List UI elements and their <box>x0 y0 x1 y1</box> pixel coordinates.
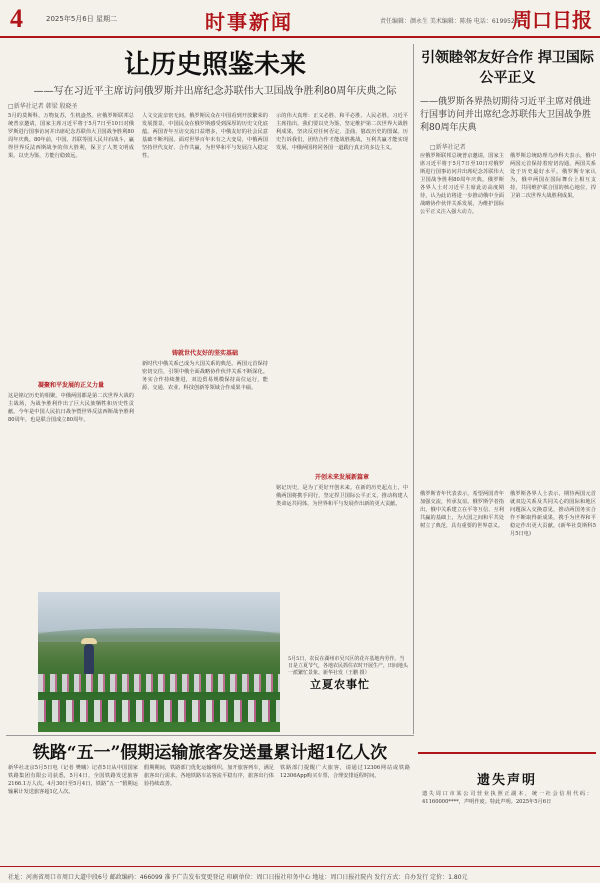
section-subhead: 开创未来发展新篇章 <box>314 474 369 481</box>
section-subhead: 铸就世代友好的坚实基础 <box>171 350 238 357</box>
railway-article-column-3: 铁路部门提醒广大旅客，请通过12306网站或铁路12306App购买车票，合理安排返程时间。 <box>280 765 410 779</box>
main-article-title: 让历史照鉴未来 <box>123 50 306 80</box>
divider <box>6 735 414 736</box>
main-article-column-2: 人文交流亲密无间。俄罗斯民众在中国看到开放繁荣的发展图景，中国民众在俄罗斯感受到深厚的历史文化底蕴。两国青年互访交流日益增多，中俄友好的社会民意基础不断巩固。面对世界百年未有之大变局，中俄两国坚持世代友好、合作共赢，为世界和平与发展注入稳定性。 <box>142 113 268 159</box>
page-number: 4 <box>10 4 23 33</box>
side-article-column-4: 俄罗斯各界人士表示，期待两国元首就双边关系及共同关心的国际和地区问题深入交换意见，推动两国务实合作不断取得新成果，携手为世界和平稳定作出更大贡献。(新华社莫斯科5月5日电) <box>510 491 596 537</box>
section-subhead: 凝聚和平发展的正义力量 <box>37 382 104 389</box>
issue-date: 2025年5月6日 星期二 <box>46 15 117 23</box>
lost-notice-text: 遗失周口市某公司营业执照正副本，统一社会信用代码：41160000****，声明作废。特此声明。2025年5月6日 <box>422 791 592 805</box>
side-article-byline: □新华社记者 <box>430 144 466 151</box>
editor-credits: 责任编辑：颜永生 美术编辑：陈扬 电话：6199523 <box>380 18 519 25</box>
railway-article-title: 铁路“五一”假期运输旅客发送量累计超1亿人次 <box>32 743 388 763</box>
side-article-column-2: 俄罗斯总统助理乌沙科夫表示，俄中两国元首保持着密切沟通，两国关系处于历史最好水平。俄罗斯专家认为，俄中两国在国际舞台上相互支持，共同维护联合国的核心地位，捍卫第二次世界大战胜利成果。 <box>510 153 596 199</box>
main-article-column-1-lower: 这是铭记历史的相聚。中俄两国都是第二次世界大战的主战场，为战争胜利作出了巨大民族牺牲和历史性贡献。今年是中国人民抗日战争暨世界反法西斯战争胜利80周年，也是联合国成立80周年。 <box>8 393 134 423</box>
photo-caption: 5月5日，农民在湖州市吴兴区的花卉基地内劳作。当日是立夏节气，各地农民抓住农时开展生产，田间地头一派繁忙景象。新华社发（王鹏 摄） <box>288 656 409 676</box>
farm-photo <box>38 592 280 732</box>
photo-flower-row <box>38 674 280 692</box>
page-footer: 社址：河南省周口市周口大道中段6号 邮政编码：466099 准予广告发布变更登记 印刷单位：周口日报社印务中心 地址：周口日报社院内 发行方式：自办发行 定价：1.80元 <box>0 866 600 883</box>
main-article-column-2-lower: 新时代中俄关系已成为大国关系的典范。两国元首保持密切交往，引领中俄全面战略协作伙伴关系不断深化。务实合作持续推进，双边贸易规模保持高位运行，能源、交通、农业、科技创新等领域合作成果丰硕。 <box>142 361 268 391</box>
side-article-column-1: 应俄罗斯联邦总统普京邀请，国家主席习近平将于5月7日至10日对俄罗斯进行国事访问并出席纪念苏联伟大卫国战争胜利80周年庆典。俄罗斯各界人士对习近平主席此访高度期待，认为此访将进一步推动俄中全面战略协作伙伴关系发展，为维护国际公平正义注入强大动力。 <box>420 153 504 215</box>
lost-notice-title: 遗失声明 <box>476 773 537 788</box>
main-article-column-1: 5月的莫斯科，万物复苏，生机盎然。应俄罗斯联邦总统普京邀请，国家主席习近平将于5月7日至10日对俄罗斯进行国事访问并出席纪念苏联伟大卫国战争胜利80周年庆典。80年前，中国、苏联等国人民并肩战斗，赢得世界反法西斯战争的伟大胜利，保卫了人类文明成果。以史为鉴，方能行稳致远。 <box>8 113 134 159</box>
photo-title: 立夏农事忙 <box>310 678 370 691</box>
railway-article-column-2: 假期期间，铁路部门优化运输组织，加开旅客列车，满足旅客出行需求。各地铁路车站客流平稳有序，旅客出行体验持续改善。 <box>144 765 274 787</box>
photo-worker <box>84 644 94 674</box>
main-article-column-3: 示的伟大真理：正义必胜、和平必胜、人民必胜。习近平主席指出，我们要以史为鉴，坚定维护第二次世界大战胜利成果，坚决反对任何否定、歪曲、篡改历史的图谋。历史告诉我们，团结合作才能战胜挑战，互利共赢才能实现发展，中俄两国将同各国一道践行真正的多边主义。 <box>276 113 408 151</box>
masthead <box>0 0 600 38</box>
photo-hills <box>38 628 280 642</box>
side-article-title: 引领睦邻友好合作 捍卫国际公平正义 <box>421 50 594 86</box>
main-article-byline: □新华社记者 韩梁 殷晓圣 <box>8 103 78 110</box>
side-article-column-3: 俄罗斯青年代表表示，希望两国青年加强交流，传承友谊。俄罗斯学者指出，俄中关系建立在平等互信、互利共赢的基础上，为大国之间和平共处树立了典范，具有重要的世界意义。 <box>420 491 504 529</box>
photo-flower-row <box>38 700 280 722</box>
main-article-subtitle: ——写在习近平主席访问俄罗斯并出席纪念苏联伟大卫国战争胜利80周年庆典之际 <box>33 86 397 97</box>
newspaper-logo: 周口日报 <box>512 8 592 32</box>
railway-article-column-1: 新华社北京5月5日电（记者 樊曦）记者5日从中国国家铁路集团有限公司获悉，5月4日，全国铁路发送旅客2166.1万人次。4月30日至5月4日，铁路“五一”假期运输累计发送旅客超1亿人次。 <box>8 765 138 795</box>
section-title: 时事新闻 <box>205 10 293 34</box>
column-divider <box>413 44 414 734</box>
side-article-subtitle: ——俄罗斯各界热切期待习近平主席对俄进行国事访问并出席纪念苏联伟大卫国战争胜利80周年庆典 <box>420 97 592 133</box>
main-article-column-3-lower: 铭记历史，是为了更好开创未来。在新的历史起点上，中俄两国将携手同行，坚定捍卫国际公平正义，推动构建人类命运共同体，为世界和平与发展作出新的更大贡献。 <box>276 485 408 507</box>
